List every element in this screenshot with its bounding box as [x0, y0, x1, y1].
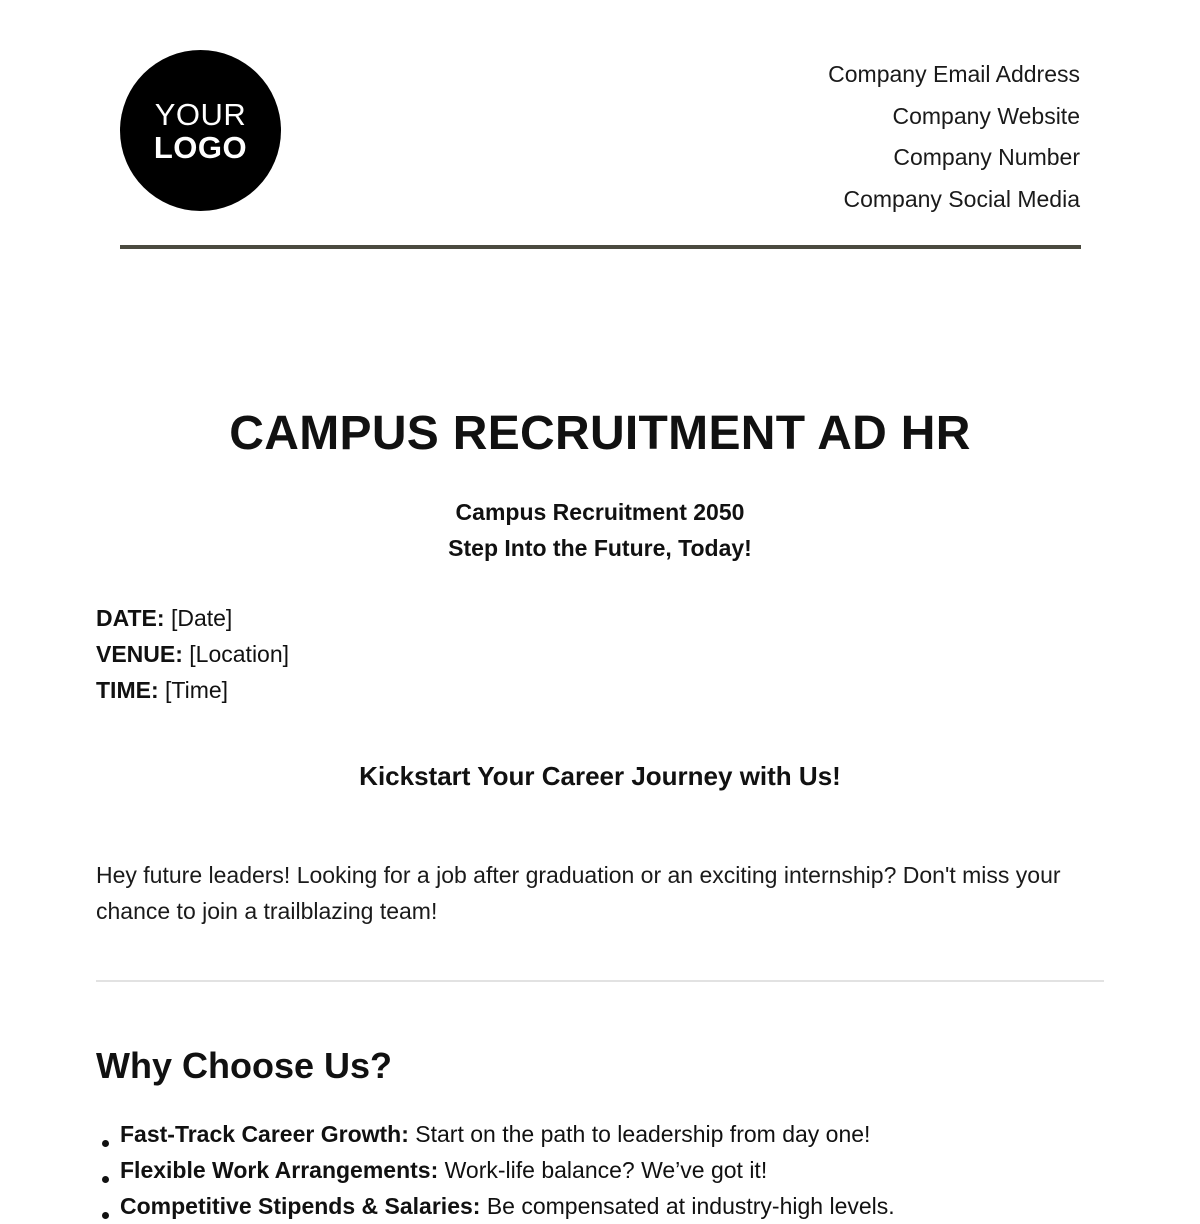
section-divider — [96, 980, 1104, 982]
company-social-media: Company Social Media — [843, 185, 1080, 212]
detail-label: VENUE: — [96, 641, 183, 667]
detail-value: [Date] — [170, 605, 233, 631]
detail-value: [Location] — [189, 641, 290, 667]
bullet-icon — [102, 1212, 109, 1219]
tagline-heading: Kickstart Your Career Journey with Us! — [359, 761, 841, 791]
benefit-label: Flexible Work Arrangements: — [120, 1157, 439, 1183]
list-item — [96, 1188, 895, 1224]
company-contact-info — [828, 54, 1080, 220]
detail-value: [Time] — [165, 677, 229, 703]
subtitle-line-2: Step Into the Future, Today! — [448, 535, 752, 561]
header-divider — [120, 245, 1081, 249]
detail-time — [96, 672, 289, 708]
company-number: Company Number — [893, 144, 1080, 170]
detail-label: DATE: — [96, 605, 165, 631]
detail-venue — [96, 636, 289, 672]
document-title: CAMPUS RECRUITMENT AD HR — [229, 407, 971, 460]
logo-line-2: LOGO — [153, 129, 248, 165]
benefit-label: Competitive Stipends & Salaries: — [120, 1193, 481, 1219]
bullet-icon — [102, 1140, 109, 1147]
detail-date — [96, 600, 289, 636]
subtitle-line-1: Campus Recruitment 2050 — [455, 499, 745, 525]
company-website: Company Website — [892, 102, 1080, 129]
list-item — [96, 1152, 895, 1188]
benefit-label: Fast-Track Career Growth: — [120, 1121, 409, 1147]
bullet-icon — [102, 1176, 109, 1183]
benefit-text: Work-life balance? We’ve got it! — [444, 1157, 768, 1183]
company-logo — [120, 50, 281, 211]
detail-label: TIME: — [96, 677, 159, 703]
benefits-list — [96, 1116, 895, 1224]
intro-paragraph: Hey future leaders! Looking for a job after graduation or an exciting internship? Don't miss your chance to join a trailblazing team! — [96, 862, 1061, 924]
letterhead — [120, 50, 1080, 250]
event-details — [96, 600, 289, 708]
section-heading: Why Choose Us? — [96, 1045, 393, 1086]
document-subtitle — [0, 494, 1200, 566]
benefit-text: Start on the path to leadership from day one! — [415, 1121, 871, 1147]
list-item — [96, 1116, 895, 1152]
benefit-text: Be compensated at industry-high levels. — [486, 1193, 895, 1219]
logo-line-1: YOUR — [154, 96, 247, 132]
company-email: Company Email Address — [828, 61, 1080, 87]
